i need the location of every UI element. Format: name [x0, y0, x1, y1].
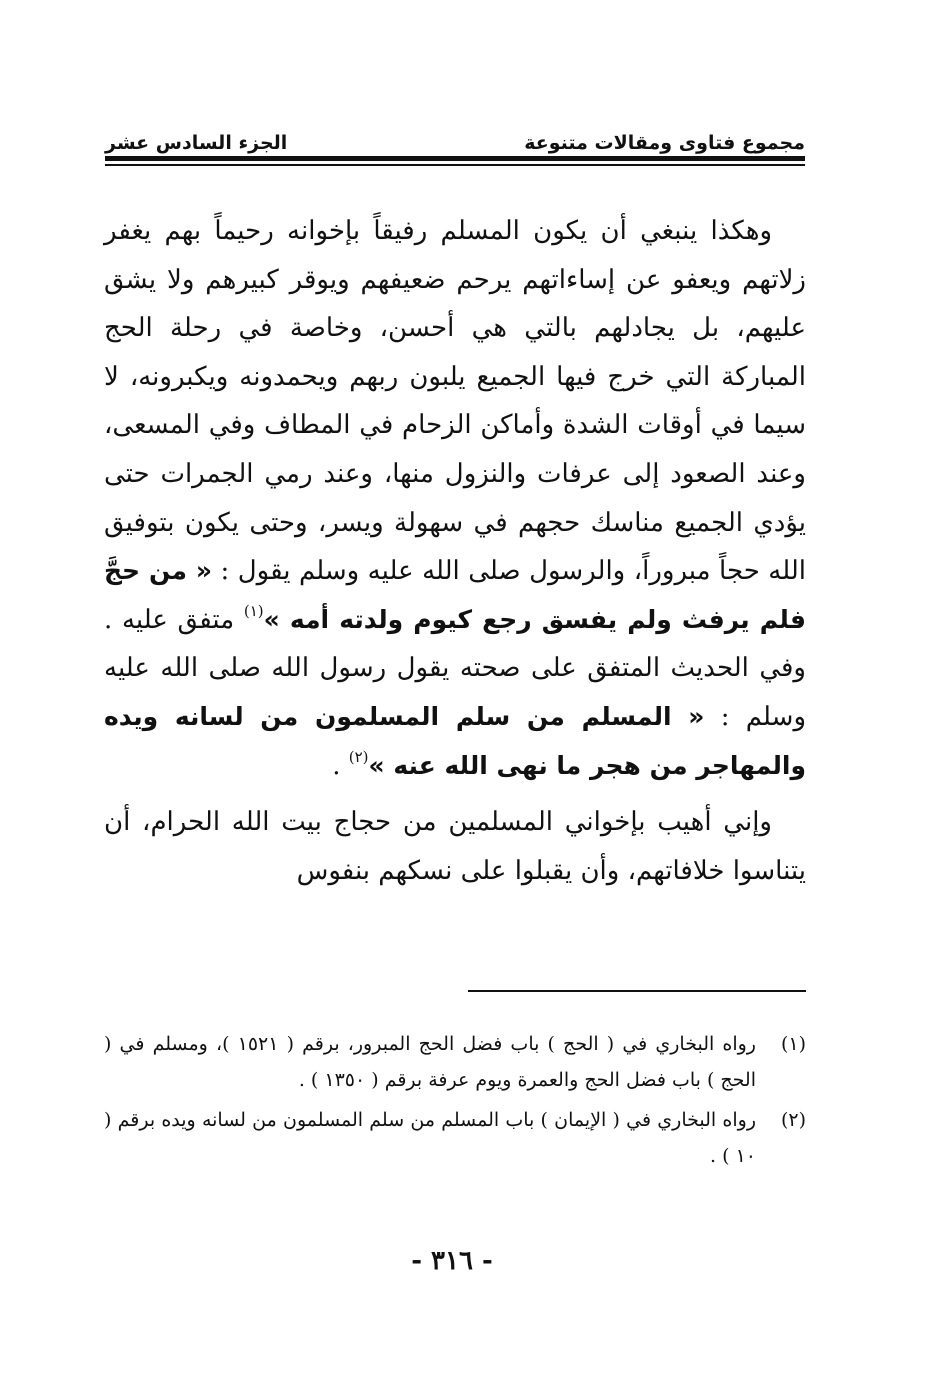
running-header	[105, 118, 805, 154]
hadith-quote-2: « المسلم من سلم المسلمون من لسانه ويده والمهاجر من هجر ما نهى الله عنه »	[104, 701, 806, 780]
footnote-text: رواه البخاري في ( الإيمان ) باب المسلم من سلم المسلمون من لسانه ويده برقم ( ١٠ ) .	[104, 1109, 756, 1167]
footnote-text: رواه البخاري في ( الحج ) باب فضل الحج المبرور، برقم ( ١٥٢١ )، ومسلم في ( الحج ) باب فضل الحج والعمرة ويوم عرفة برقم ( ١٣٥٠ ) .	[104, 1033, 756, 1091]
header-rule-thin	[105, 164, 805, 166]
paragraph-2: وإني أهيب بإخواني المسلمين من حجاج بيت الله الحرام، أن يتناسوا خلافاتهم، وأن يقبلوا على نسكهم بنفوس	[104, 807, 806, 886]
book-title: مجموع فتاوى ومقالات متنوعة	[524, 132, 805, 154]
footnote-2	[104, 1102, 806, 1174]
page-number: - ٣١٦ -	[411, 1246, 493, 1276]
footnotes	[104, 1026, 806, 1178]
main-text	[104, 207, 806, 895]
paragraph-1	[104, 207, 806, 790]
header-rule-thick	[105, 156, 805, 161]
footnote-1	[104, 1026, 806, 1098]
footnote-number: (١)	[780, 1033, 806, 1055]
volume-label: الجزء السادس عشر	[105, 132, 288, 154]
footnote-ref-2[interactable]: (٢)	[348, 747, 369, 766]
hadith-quote-1: « من حجَّ فلم يرفث ولم يفسق رجع كيوم ولدته أمه »	[104, 556, 806, 634]
paragraph-1-text-a: وهكذا ينبغي أن يكون المسلم رفيقاً بإخوانه رحيماً بهم يغفر زلاتهم ويعفو عن إساءاتهم يرحم ضعيفهم ويوقر كبيرهم ولا يشق عليهم، بل يجادلهم بالتي هي أحسن، وخاصة في رحلة الحج المباركة التي خرج فيها الجميع يلبون ربهم ويحمدونه ويكبرونه، لا سيما في أوقات الشدة وأماكن الزحام في المطاف وفي المسعى، وعند الصعود إلى عرفات والنزول منها، وعند رمي الجمرات حتى يؤدي الجميع مناسك حجهم في سهولة ويسر، وحتى يكون بتوفيق الله حجاً مبروراً، والرسول صلى الله عليه وسلم يقول :	[104, 216, 806, 587]
footnote-separator	[468, 990, 806, 992]
paragraph-1-text-b: متفق عليه . وفي الحديث المتفق على صحته يقول رسول الله صلى الله عليه وسلم :	[104, 604, 806, 732]
footnote-ref-1[interactable]: (١)	[243, 601, 264, 620]
footnote-number: (٢)	[780, 1109, 806, 1131]
paragraph-1-end: .	[332, 750, 349, 781]
